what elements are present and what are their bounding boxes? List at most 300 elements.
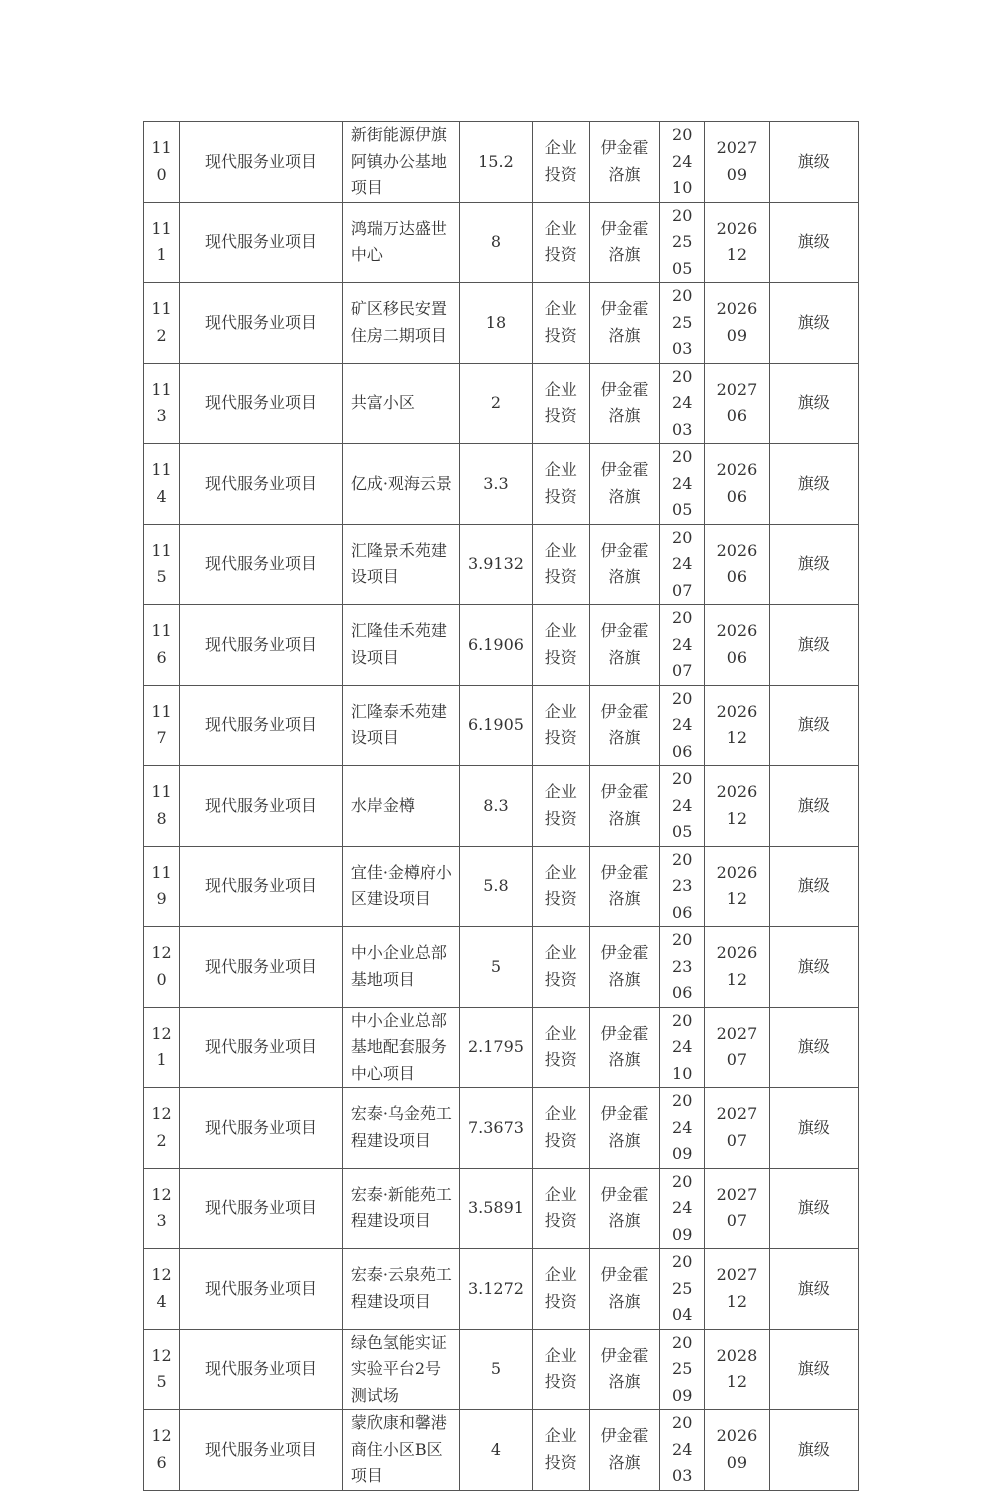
location-cell [589,1168,659,1249]
category-cell [180,1168,343,1249]
start-date-cell [660,283,705,364]
level-cell [769,1168,858,1249]
project-name-cell [342,846,459,927]
start-date-text: 202403 [672,366,693,439]
category-text: 现代服务业项目 [204,1278,317,1298]
category-cell [180,1410,343,1491]
category-cell [180,363,343,444]
location-cell [589,685,659,766]
end-date-cell [705,1249,769,1330]
investment-type-cell [532,605,589,686]
row-number-cell [144,1329,180,1410]
project-name-text: 宏泰·云泉苑工程建设项目 [350,1265,452,1311]
investment-type-cell [532,202,589,283]
location-cell [589,927,659,1008]
category-cell [180,524,343,605]
level-cell [769,283,858,364]
table-row [144,1088,859,1169]
category-text: 现代服务业项目 [204,1198,317,1217]
row-number-text: 116 [151,621,172,667]
table-row [144,1168,859,1249]
end-date-cell [705,1410,769,1491]
investment-type-cell [532,685,589,766]
location-text: 伊金霍洛旗 [600,782,649,828]
location-cell [589,1088,659,1169]
end-date-text: 202612 [716,943,758,989]
investment-text: 8 [490,232,502,251]
start-date-cell [660,846,705,927]
location-cell [589,524,659,605]
category-cell [180,122,343,203]
project-name-cell [342,766,459,847]
start-date-text: 202406 [672,688,693,761]
category-text: 现代服务业项目 [204,312,317,332]
level-text: 旗级 [797,876,830,895]
row-number-text: 119 [151,862,172,909]
start-date-text: 202503 [672,286,693,358]
start-date-cell [660,363,705,444]
investment-cell [460,1249,532,1330]
category-text: 现代服务业项目 [204,1359,317,1378]
row-number-text: 114 [151,460,172,506]
level-cell [769,363,858,444]
project-name-text: 水岸金樽 [350,795,415,815]
location-text: 伊金霍洛旗 [600,540,649,587]
start-date-text: 202407 [672,608,693,680]
start-date-cell [660,122,705,203]
end-date-cell [705,605,769,686]
location-text: 伊金霍洛旗 [600,460,649,506]
start-date-text: 202504 [672,1252,693,1324]
location-text: 伊金霍洛旗 [600,218,649,265]
row-number-cell [144,1410,180,1491]
level-text: 旗级 [797,1439,830,1459]
end-date-cell [705,283,769,364]
location-text: 伊金霍洛旗 [600,862,649,909]
investment-type-cell [532,1007,589,1088]
start-date-text: 202509 [672,1332,693,1405]
level-cell [769,605,858,686]
row-number-cell [144,444,180,525]
table-row [144,605,859,686]
table-row [144,363,859,444]
level-cell [769,685,858,766]
project-name-text: 宏泰·乌金苑工程建设项目 [350,1104,452,1150]
level-cell [769,766,858,847]
investment-type-text: 企业投资 [544,379,577,426]
end-date-cell [705,927,769,1008]
start-date-cell [660,1088,705,1169]
location-cell [589,283,659,364]
project-name-cell [342,1007,459,1088]
location-text: 伊金霍洛旗 [600,1426,649,1472]
level-text: 旗级 [797,312,830,332]
location-text: 伊金霍洛旗 [600,1023,649,1070]
level-cell [769,1410,858,1491]
end-date-cell [705,1088,769,1169]
investment-type-cell [532,363,589,444]
category-cell [180,202,343,283]
end-date-text: 202612 [716,218,758,265]
location-cell [589,846,659,927]
end-date-cell [705,1329,769,1410]
investment-type-cell [532,1249,589,1330]
category-text: 现代服务业项目 [204,393,317,412]
category-text: 现代服务业项目 [204,715,317,734]
row-number-text: 126 [151,1426,172,1472]
investment-cell [460,605,532,686]
end-date-cell [705,202,769,283]
table-row [144,1249,859,1330]
project-name-cell [342,122,459,203]
row-number-cell [144,1249,180,1330]
investment-type-cell [532,524,589,605]
category-text: 现代服务业项目 [204,232,317,251]
location-text: 伊金霍洛旗 [600,701,649,748]
location-cell [589,202,659,283]
start-date-cell [660,202,705,283]
project-name-cell [342,1168,459,1249]
investment-cell [460,846,532,927]
investment-type-text: 企业投资 [544,1184,577,1231]
table-row [144,202,859,283]
project-name-cell [342,605,459,686]
end-date-cell [705,1007,769,1088]
level-text: 旗级 [797,393,830,412]
investment-text: 3.9132 [467,554,524,573]
start-date-text: 202409 [672,1171,693,1244]
level-text: 旗级 [797,1037,830,1056]
end-date-text: 202606 [716,540,758,587]
project-name-text: 宏泰·新能苑工程建设项目 [350,1184,452,1231]
row-number-text: 121 [151,1023,172,1070]
level-text: 旗级 [797,634,830,654]
project-name-text: 鸿瑞万达盛世中心 [350,218,447,265]
project-name-text: 中小企业总部基地项目 [350,943,447,989]
row-number-cell [144,283,180,364]
row-number-text: 118 [151,782,172,828]
investment-type-cell [532,846,589,927]
level-text: 旗级 [797,473,830,493]
investment-cell [460,1007,532,1088]
start-date-cell [660,1410,705,1491]
investment-type-cell [532,1329,589,1410]
level-cell [769,1329,858,1410]
row-number-cell [144,927,180,1008]
project-name-cell [342,685,459,766]
level-text: 旗级 [797,715,830,734]
location-text: 伊金霍洛旗 [600,138,649,184]
level-text: 旗级 [797,1278,830,1298]
row-number-cell [144,524,180,605]
project-name-text: 汇隆泰禾苑建设项目 [350,701,447,748]
investment-text: 6.1905 [467,715,524,734]
table-row [144,444,859,525]
investment-text: 5 [490,956,502,976]
row-number-cell [144,122,180,203]
level-cell [769,1007,858,1088]
project-name-cell [342,444,459,525]
level-cell [769,122,858,203]
row-number-cell [144,1168,180,1249]
table-row [144,1329,859,1410]
end-date-cell [705,846,769,927]
table-row [144,685,859,766]
investment-cell [460,122,532,203]
end-date-cell [705,524,769,605]
location-text: 伊金霍洛旗 [600,943,649,989]
level-text: 旗级 [797,151,830,171]
end-date-text: 202812 [716,1345,758,1392]
project-name-text: 中小企业总部基地配套服务中心项目 [350,1010,447,1083]
investment-type-cell [532,1410,589,1491]
investment-type-text: 企业投资 [544,460,577,506]
start-date-cell [660,605,705,686]
project-name-text: 汇隆佳禾苑建设项目 [350,621,447,667]
project-name-text: 矿区移民安置住房二期项目 [350,299,447,345]
investment-text: 6.1906 [467,634,524,654]
end-date-text: 202606 [716,621,758,667]
project-name-cell [342,1329,459,1410]
row-number-cell [144,363,180,444]
row-number-cell [144,605,180,686]
location-text: 伊金霍洛旗 [600,621,649,667]
end-date-text: 202709 [716,138,758,184]
investment-cell [460,1168,532,1249]
category-text: 现代服务业项目 [204,473,317,493]
end-date-cell [705,363,769,444]
row-number-cell [144,1088,180,1169]
start-date-text: 202505 [672,205,693,278]
investment-text: 4 [490,1439,502,1459]
investment-type-cell [532,283,589,364]
category-text: 现代服务业项目 [204,876,317,895]
end-date-text: 202612 [716,862,758,909]
investment-type-text: 企业投资 [544,621,577,667]
category-cell [180,1088,343,1169]
row-number-text: 124 [151,1265,172,1311]
category-text: 现代服务业项目 [204,1037,317,1056]
project-name-cell [342,202,459,283]
category-cell [180,685,343,766]
investment-cell [460,766,532,847]
category-cell [180,927,343,1008]
location-cell [589,122,659,203]
category-cell [180,1007,343,1088]
investment-cell [460,685,532,766]
category-cell [180,283,343,364]
investment-type-text: 企业投资 [544,943,577,989]
level-cell [769,1249,858,1330]
start-date-cell [660,927,705,1008]
end-date-cell [705,444,769,525]
start-date-cell [660,444,705,525]
end-date-text: 202609 [716,1426,758,1472]
project-name-text: 亿成·观海云景 [350,473,452,493]
investment-type-cell [532,927,589,1008]
location-text: 伊金霍洛旗 [600,1184,649,1231]
row-number-text: 120 [151,943,172,989]
row-number-text: 123 [151,1184,172,1231]
row-number-cell [144,202,180,283]
category-cell [180,444,343,525]
table-row [144,846,859,927]
investment-type-cell [532,444,589,525]
investment-type-text: 企业投资 [544,1426,577,1472]
row-number-text: 113 [151,379,172,426]
table-row [144,122,859,203]
start-date-cell [660,685,705,766]
end-date-text: 202707 [716,1184,758,1231]
investment-text: 2.1795 [467,1037,524,1056]
table-row [144,766,859,847]
investment-type-text: 企业投资 [544,540,577,587]
start-date-cell [660,524,705,605]
end-date-cell [705,766,769,847]
location-cell [589,1410,659,1491]
end-date-cell [705,1168,769,1249]
investment-type-text: 企业投资 [544,1265,577,1311]
level-text: 旗级 [797,1359,830,1378]
investment-cell [460,363,532,444]
row-number-text: 110 [151,138,172,184]
investment-type-text: 企业投资 [544,1104,577,1150]
investment-cell [460,444,532,525]
start-date-text: 202407 [672,527,693,600]
investment-type-text: 企业投资 [544,299,577,345]
start-date-cell [660,1168,705,1249]
project-name-text: 蒙欣康和馨港商住小区B区项目 [350,1413,447,1485]
location-cell [589,1329,659,1410]
location-cell [589,605,659,686]
row-number-cell [144,846,180,927]
row-number-cell [144,1007,180,1088]
start-date-text: 202405 [672,447,693,519]
project-name-cell [342,1088,459,1169]
investment-cell [460,927,532,1008]
row-number-text: 125 [151,1345,172,1392]
end-date-text: 202706 [716,379,758,426]
category-cell [180,766,343,847]
row-number-cell [144,685,180,766]
level-text: 旗级 [797,554,830,573]
location-text: 伊金霍洛旗 [600,379,649,426]
category-cell [180,1329,343,1410]
end-date-text: 202707 [716,1104,758,1150]
category-text: 现代服务业项目 [204,634,317,654]
table-row [144,1410,859,1491]
row-number-cell [144,766,180,847]
investment-type-text: 企业投资 [544,862,577,909]
investment-type-text: 企业投资 [544,138,577,184]
investment-cell [460,283,532,364]
end-date-text: 202606 [716,460,758,506]
location-cell [589,1007,659,1088]
investment-cell [460,1329,532,1410]
start-date-cell [660,1249,705,1330]
investment-text: 5 [490,1359,502,1378]
investment-cell [460,1410,532,1491]
investment-text: 15.2 [478,151,514,171]
start-date-cell [660,1329,705,1410]
investment-text: 5.8 [483,876,509,895]
project-name-text: 新街能源伊旗阿镇办公基地项目 [350,125,447,197]
investment-type-text: 企业投资 [544,782,577,828]
location-text: 伊金霍洛旗 [600,299,649,345]
row-number-text: 111 [151,218,172,265]
investment-cell [460,202,532,283]
level-text: 旗级 [797,795,830,815]
investment-text: 3.5891 [467,1198,524,1217]
row-number-text: 122 [151,1104,172,1150]
table-row [144,1007,859,1088]
category-cell [180,605,343,686]
location-cell [589,766,659,847]
investment-cell [460,524,532,605]
project-name-cell [342,524,459,605]
location-text: 伊金霍洛旗 [600,1345,649,1392]
location-text: 伊金霍洛旗 [600,1104,649,1150]
category-text: 现代服务业项目 [204,554,317,573]
investment-type-cell [532,1168,589,1249]
project-name-text: 宜佳·金樽府小区建设项目 [350,862,452,909]
level-cell [769,846,858,927]
location-cell [589,444,659,525]
level-text: 旗级 [797,956,830,976]
end-date-text: 202612 [716,782,758,828]
level-cell [769,927,858,1008]
project-name-cell [342,927,459,1008]
project-name-cell [342,1410,459,1491]
level-cell [769,524,858,605]
start-date-text: 202409 [672,1091,693,1163]
category-text: 现代服务业项目 [204,956,317,976]
table-row [144,283,859,364]
category-cell [180,1249,343,1330]
start-date-text: 202410 [672,1010,693,1083]
investment-text: 18 [485,312,507,332]
investment-text: 7.3673 [467,1117,524,1137]
level-text: 旗级 [797,1198,830,1217]
location-cell [589,363,659,444]
location-text: 伊金霍洛旗 [600,1265,649,1311]
level-text: 旗级 [797,232,830,251]
row-number-text: 115 [151,540,172,587]
level-cell [769,202,858,283]
end-date-cell [705,685,769,766]
start-date-text: 202403 [672,1413,693,1485]
category-cell [180,846,343,927]
table-row [144,927,859,1008]
investment-type-text: 企业投资 [544,1023,577,1070]
investment-type-text: 企业投资 [544,1345,577,1392]
start-date-text: 202410 [672,125,693,197]
start-date-cell [660,766,705,847]
category-text: 现代服务业项目 [204,795,317,815]
investment-cell [460,1088,532,1169]
start-date-text: 202306 [672,930,693,1002]
investment-text: 3.1272 [467,1278,524,1298]
investment-text: 3.3 [483,473,509,493]
level-cell [769,1088,858,1169]
category-text: 现代服务业项目 [204,151,317,171]
investment-text: 2 [490,393,502,412]
category-text: 现代服务业项目 [204,1117,317,1137]
row-number-text: 117 [151,701,172,748]
start-date-text: 202405 [672,769,693,841]
start-date-text: 202306 [672,849,693,922]
project-name-text: 绿色氢能实证实验平台2号测试场 [350,1332,447,1405]
